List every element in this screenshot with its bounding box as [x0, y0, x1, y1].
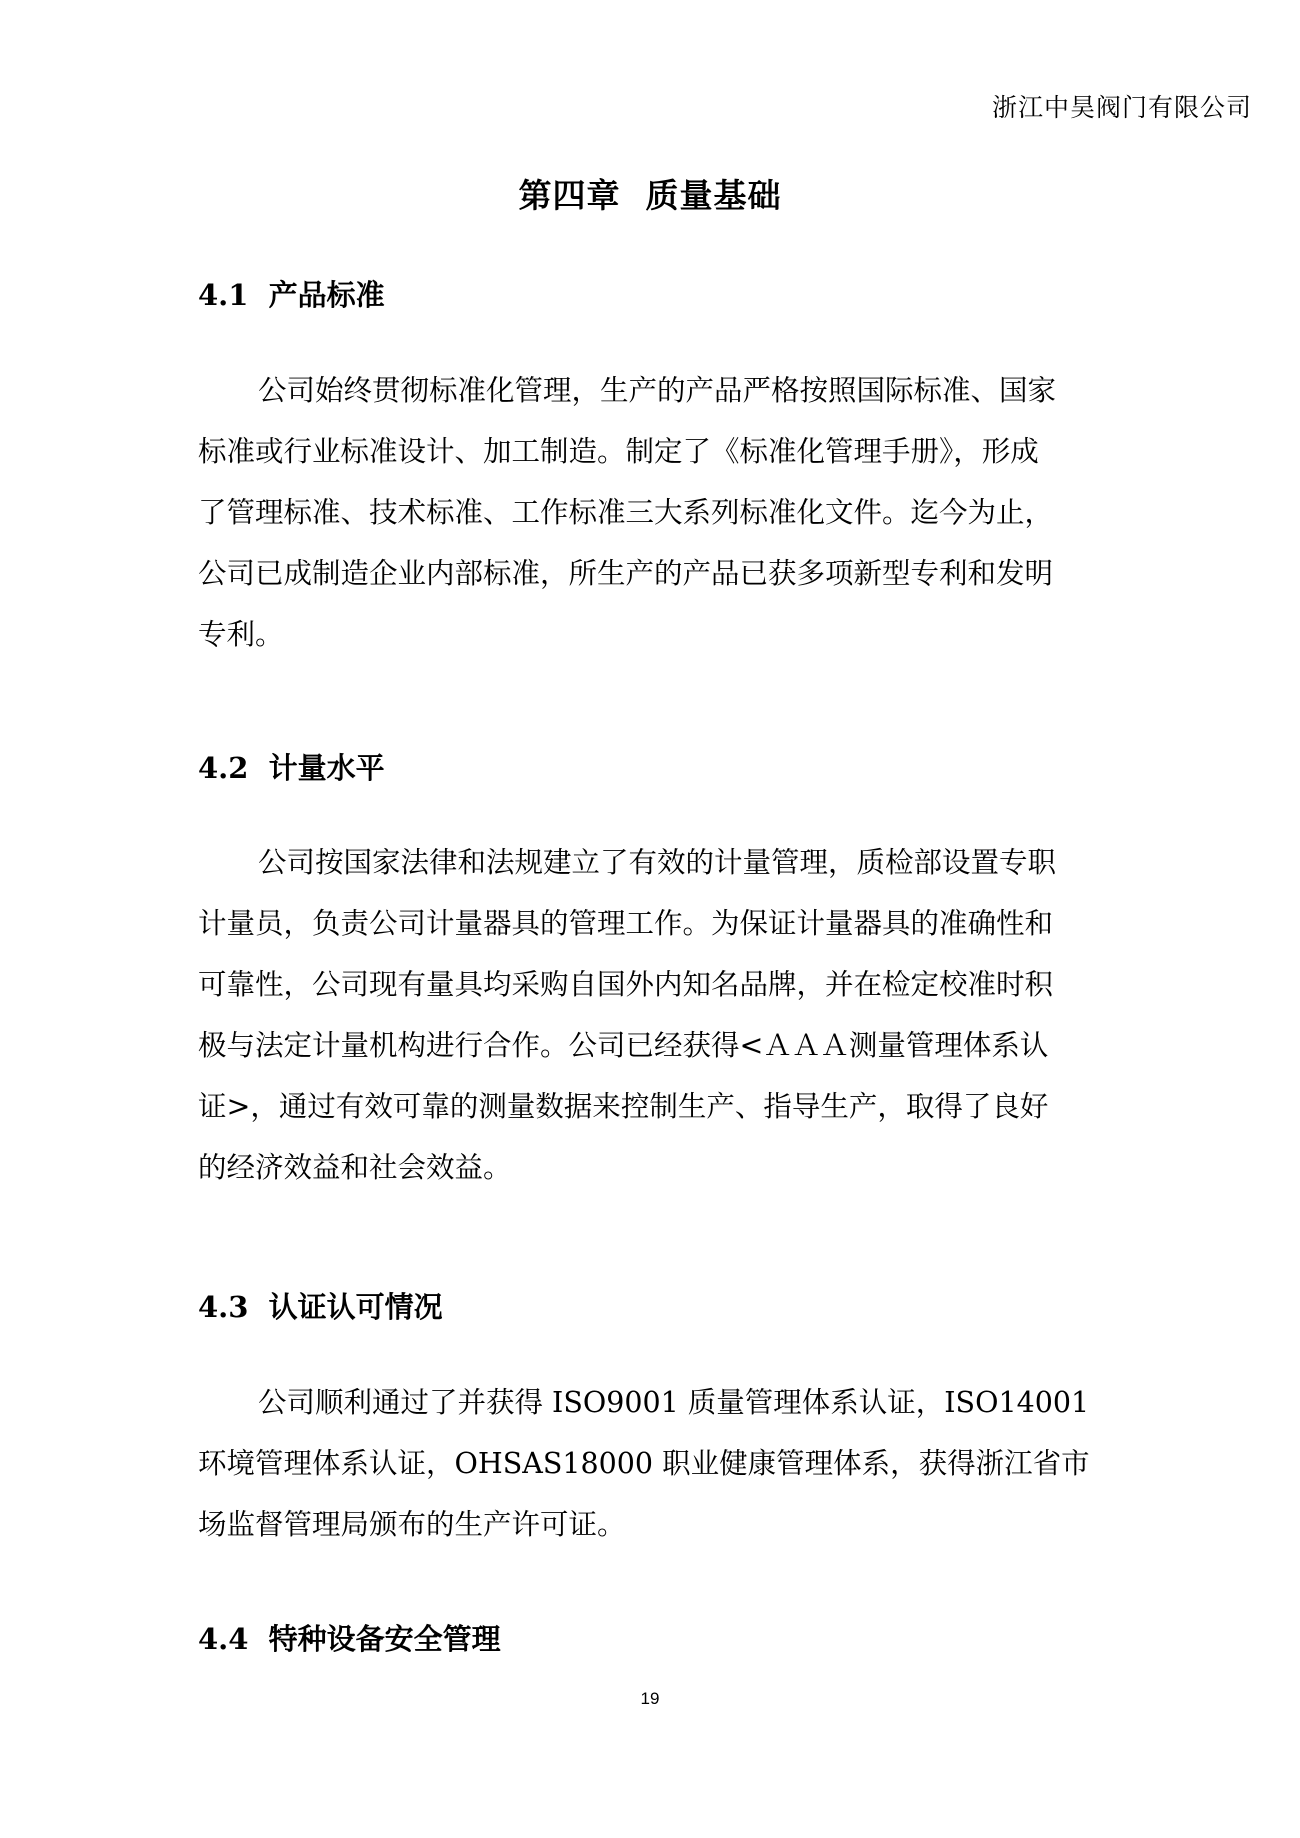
paragraph-line: 公司已成制造企业内部标准，所生产的产品已获多项新型专利和发明 — [198, 557, 1054, 590]
paragraph-line: 场监督管理局颁布的生产许可证。 — [198, 1508, 626, 1541]
paragraph-line: 的经济效益和社会效益。 — [198, 1151, 512, 1184]
paragraph-line: 计量员，负责公司计量器具的管理工作。为保证计量器具的准确性和 — [198, 907, 1054, 940]
section-heading-4-4: 4.4 特种设备安全管理 — [198, 1622, 501, 1656]
section-paragraph-4-3 — [198, 1372, 1110, 1555]
paragraph-line: 专利。 — [198, 618, 284, 651]
section-paragraph-4-2 — [198, 832, 1110, 1198]
paragraph-line: 公司始终贯彻标准化管理，生产的产品严格按照国际标准、国家 — [258, 374, 1057, 407]
paragraph-line: 公司按国家法律和法规建立了有效的计量管理，质检部设置专职 — [258, 846, 1057, 879]
section-heading-4-1: 4.1 产品标准 — [198, 278, 385, 312]
paragraph-line: 了管理标准、技术标准、工作标准三大系列标准化文件。迄今为止， — [198, 496, 1054, 529]
section-heading-4-2: 4.2 计量水平 — [198, 751, 385, 785]
paragraph-line: 公司顺利通过了并获得 ISO9001 质量管理体系认证，ISO14001 — [258, 1386, 1090, 1419]
company-header: 浙江中昊阀门有限公司 — [991, 93, 1252, 122]
paragraph-line: 可靠性，公司现有量具均采购自国外内知名品牌，并在检定校准时积 — [198, 968, 1054, 1001]
paragraph-line: 环境管理体系认证，OHSAS18000 职业健康管理体系，获得浙江省市 — [198, 1447, 1090, 1480]
paragraph-line: 标准或行业标准设计、加工制造。制定了《标准化管理手册》，形成 — [198, 435, 1039, 468]
page-number: 19 — [640, 1689, 660, 1708]
paragraph-line: 证>，通过有效可靠的测量数据来控制生产、指导生产，取得了良好 — [198, 1090, 1049, 1123]
chapter-title: 第四章 质量基础 — [518, 176, 782, 215]
section-heading-4-3: 4.3 认证认可情况 — [198, 1290, 443, 1324]
paragraph-line: 极与法定计量机构进行合作。公司已经获得<ＡＡＡ测量管理体系认 — [198, 1029, 1049, 1062]
section-paragraph-4-1 — [198, 360, 1110, 665]
